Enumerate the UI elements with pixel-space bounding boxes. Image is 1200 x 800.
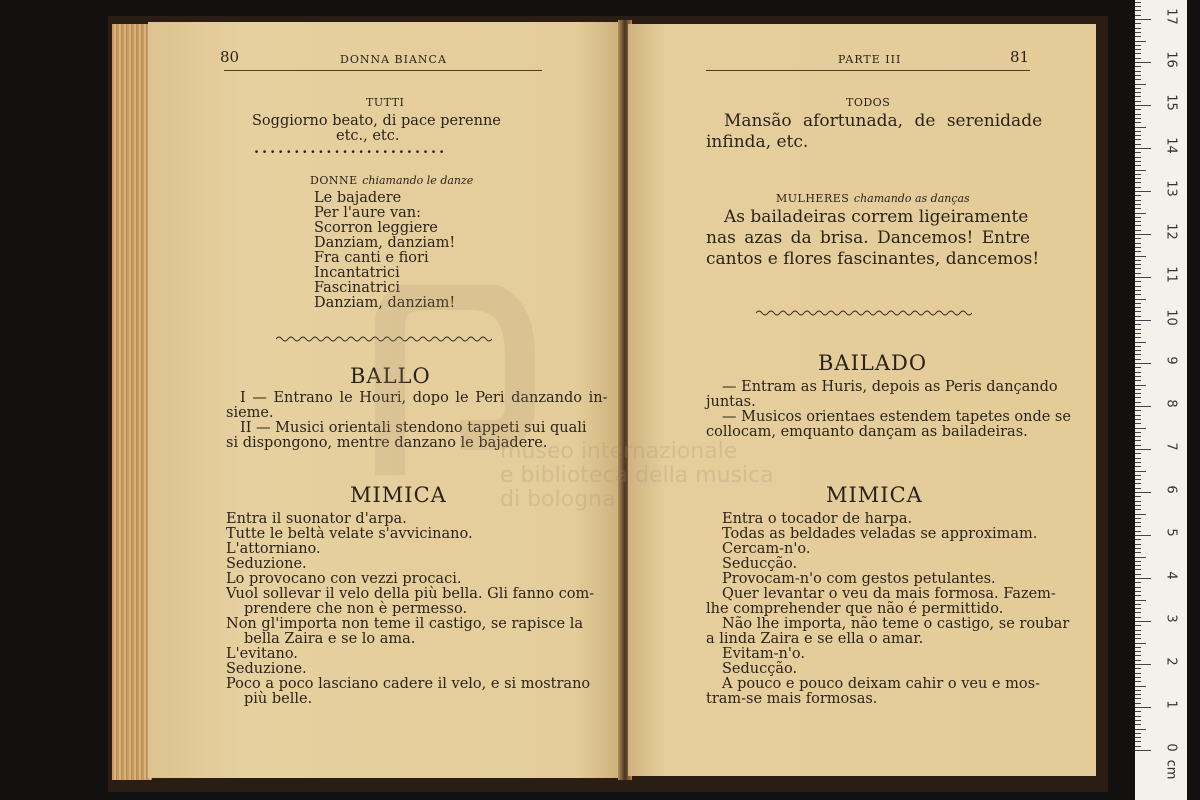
ruler-tick — [1135, 187, 1141, 188]
ruler-tick — [1135, 466, 1141, 467]
ruler-tick — [1135, 380, 1141, 381]
verse-line: Incantatrici — [314, 265, 400, 281]
ruler-tick — [1135, 385, 1146, 386]
ruler-tick — [1135, 6, 1141, 7]
ruler-tick — [1135, 509, 1141, 510]
ruler-tick — [1135, 496, 1141, 497]
tutti-line-1: Soggiorno beato, di pace perenne — [252, 113, 501, 129]
mulheres-direction: chamando as danças — [853, 192, 970, 205]
wavy-divider — [756, 308, 972, 318]
ruler-tick — [1135, 612, 1141, 613]
ruler-tick — [1135, 660, 1141, 661]
ruler-tick — [1135, 337, 1141, 338]
ruler-tick — [1135, 694, 1141, 695]
ruler-tick — [1135, 578, 1151, 579]
ruler-tick — [1135, 170, 1146, 171]
ruler-tick — [1135, 479, 1141, 480]
ruler-tick — [1135, 260, 1141, 261]
ruler-tick — [1135, 505, 1141, 506]
ruler-tick — [1135, 548, 1141, 549]
ruler-tick — [1135, 139, 1141, 140]
ruler-tick — [1135, 634, 1141, 635]
watermark-line: e biblioteca della musica — [500, 463, 774, 488]
mulheres-heading — [776, 191, 970, 206]
ruler-tick — [1135, 557, 1146, 558]
ruler-tick — [1135, 617, 1141, 618]
ruler-tick — [1135, 681, 1141, 682]
left-head-rule — [224, 70, 542, 71]
ruler-number: 9 — [1163, 356, 1179, 365]
ruler-tick — [1135, 75, 1141, 76]
ruler-label-unit: cm — [1163, 759, 1179, 780]
ruler-tick — [1135, 419, 1141, 420]
ruler-tick — [1135, 750, 1151, 751]
ruler-tick — [1135, 643, 1146, 644]
ruler-tick — [1135, 290, 1141, 291]
ruler-tick — [1135, 630, 1141, 631]
ruler-tick — [1135, 402, 1141, 403]
donne-heading — [310, 173, 473, 188]
ruler-tick — [1135, 561, 1141, 562]
ruler-number: 15 — [1163, 94, 1179, 111]
ruler-tick — [1135, 10, 1141, 11]
ruler-tick — [1135, 651, 1141, 652]
ruler-tick — [1135, 423, 1141, 424]
watermark-text — [500, 440, 774, 512]
ruler-number: 3 — [1163, 614, 1179, 623]
ruler-tick — [1135, 41, 1146, 42]
bailado-line: — Musicos orientaes estendem tapetes onde se — [722, 409, 1071, 425]
ruler-number: 4 — [1163, 571, 1179, 580]
ruler-tick — [1135, 621, 1151, 622]
ballo-line: sieme. — [226, 405, 274, 421]
ruler-tick — [1135, 49, 1141, 50]
mimica-line: Seducção. — [722, 556, 798, 572]
mimica-line: Seduzione. — [226, 661, 307, 677]
ruler-tick — [1135, 144, 1141, 145]
ruler-tick — [1135, 608, 1141, 609]
todos-line-1: Mansão afortunada, de serenidade — [724, 111, 1043, 131]
bailado-line: juntas. — [706, 394, 756, 410]
ruler-tick — [1135, 127, 1146, 128]
ruler-tick — [1135, 363, 1151, 364]
donne-direction: chiamando le danze — [362, 174, 474, 187]
ruler-number: 0 — [1163, 743, 1179, 752]
ruler-tick — [1135, 247, 1141, 248]
tutti-line-2: etc., etc. — [336, 128, 400, 144]
ruler-tick — [1135, 475, 1141, 476]
ruler-number: 10 — [1163, 309, 1179, 326]
ruler-number: 6 — [1163, 485, 1179, 494]
verse-line: Fra canti e fiori — [314, 250, 429, 266]
mimica-line: Poco a poco lasciano cadere il velo, e si mostrano — [226, 676, 591, 692]
ruler-tick — [1135, 703, 1141, 704]
ruler-tick — [1135, 135, 1141, 136]
mimica-heading-left: MIMICA — [350, 483, 447, 507]
verse-line: Per l'aure van: — [314, 205, 422, 221]
tutti-label: TUTTI — [366, 96, 405, 109]
mimica-line: L'attorniano. — [226, 541, 321, 557]
ruler-number: 8 — [1163, 399, 1179, 408]
ruler-tick — [1135, 195, 1141, 196]
ruler-number: 14 — [1163, 137, 1179, 154]
mimica-line: più belle. — [244, 691, 313, 707]
ruler-tick — [1135, 716, 1141, 717]
ruler-tick — [1135, 152, 1141, 153]
ruler-number: 2 — [1163, 657, 1179, 666]
ruler-tick — [1135, 62, 1151, 63]
verse-line: Danziam, danziam! — [314, 235, 456, 251]
ruler-tick — [1135, 122, 1141, 123]
ruler-tick — [1135, 539, 1141, 540]
mulheres-line: nas azas da brisa. Dancemos! Entre — [706, 228, 1031, 248]
watermark-line: museo internazionale — [500, 439, 738, 464]
ballo-line: I — Entrano le Houri, dopo le Peri danzando in- — [240, 390, 608, 406]
bailado-line: collocam, emquanto dançam as bailadeiras. — [706, 424, 1028, 440]
ruler-tick — [1135, 221, 1141, 222]
ruler-tick — [1135, 15, 1141, 16]
ruler-tick — [1135, 131, 1141, 132]
ruler-tick — [1135, 354, 1141, 355]
ruler-tick — [1135, 101, 1141, 102]
ruler-number: 17 — [1163, 8, 1179, 25]
mimica-line: prendere che non è permesso. — [244, 601, 468, 617]
verse-line: Fascinatrici — [314, 280, 401, 296]
ruler-tick — [1135, 625, 1141, 626]
ruler-tick — [1135, 741, 1141, 742]
ruler-tick — [1135, 462, 1141, 463]
ruler-tick — [1135, 329, 1141, 330]
ruler-tick — [1135, 79, 1141, 80]
ruler-number: 16 — [1163, 51, 1179, 68]
ruler-tick — [1135, 165, 1141, 166]
ruler-tick — [1135, 514, 1146, 515]
ruler-tick — [1135, 698, 1141, 699]
ruler-tick — [1135, 673, 1141, 674]
donne-label: DONNE — [310, 174, 358, 187]
mimica-line: Entra il suonator d'arpa. — [226, 511, 407, 527]
ruler-tick — [1135, 600, 1146, 601]
ruler-tick — [1135, 471, 1146, 472]
ruler-tick — [1135, 389, 1141, 390]
verse-line: Le bajadere — [314, 190, 402, 206]
mimica-line: tram-se mais formosas. — [706, 691, 878, 707]
ruler-tick — [1135, 458, 1141, 459]
ruler-tick — [1135, 256, 1146, 257]
ruler-tick — [1135, 294, 1141, 295]
ballo-line: II — Musici orientali stendono tappeti sui quali — [240, 420, 587, 436]
ruler-tick — [1135, 333, 1141, 334]
ruler-tick — [1135, 453, 1141, 454]
ruler-tick — [1135, 587, 1141, 588]
ruler-tick — [1135, 264, 1141, 265]
page-edges — [112, 24, 152, 780]
ruler-number: 7 — [1163, 442, 1179, 451]
ruler-tick — [1135, 32, 1141, 33]
ruler-tick — [1135, 281, 1141, 282]
ruler-tick — [1135, 746, 1141, 747]
ruler-tick — [1135, 393, 1141, 394]
ruler-tick — [1135, 552, 1141, 553]
ruler-tick — [1135, 522, 1141, 523]
ruler-tick — [1135, 526, 1141, 527]
ruler-tick — [1135, 428, 1146, 429]
ruler-tick — [1135, 92, 1141, 93]
ruler-tick — [1135, 23, 1141, 24]
ruler-tick — [1135, 182, 1141, 183]
ruler-tick — [1135, 251, 1141, 252]
ruler-tick — [1135, 544, 1141, 545]
ruler-tick — [1135, 268, 1141, 269]
mimica-line: Todas as beldades veladas se approximam. — [722, 526, 1038, 542]
ruler-tick — [1135, 204, 1141, 205]
mimica-line: a linda Zaira e se ella o amar. — [706, 631, 924, 647]
ruler-tick — [1135, 565, 1141, 566]
mimica-line: lhe comprehender que não é permittido. — [706, 601, 1004, 617]
ruler-tick — [1135, 234, 1151, 235]
todos-line-2: infinda, etc. — [706, 132, 809, 152]
ruler-tick — [1135, 720, 1141, 721]
ruler-tick — [1135, 28, 1141, 29]
ruler-tick — [1135, 707, 1151, 708]
ruler-tick — [1135, 664, 1151, 665]
bailado-line: — Entram as Huris, depois as Peris dançando — [722, 379, 1058, 395]
ruler-tick — [1135, 591, 1141, 592]
ruler-tick — [1135, 346, 1141, 347]
ruler-tick — [1135, 647, 1141, 648]
ruler-tick — [1135, 410, 1141, 411]
right-page-number: 81 — [1010, 48, 1030, 66]
mimica-line: Lo provocano con vezzi procaci. — [226, 571, 462, 587]
ruler-tick — [1135, 604, 1141, 605]
ruler-tick — [1135, 178, 1141, 179]
ruler-tick — [1135, 483, 1141, 484]
verse-line: Scorron leggiere — [314, 220, 438, 236]
mimica-line: Seduzione. — [226, 556, 307, 572]
ruler-number: 11 — [1163, 266, 1179, 283]
ruler-tick — [1135, 191, 1151, 192]
mimica-line: Entra o tocador de harpa. — [722, 511, 913, 527]
mulheres-line: As bailadeiras correm ligeiramente — [724, 207, 1029, 227]
ruler-tick — [1135, 213, 1146, 214]
ruler-tick — [1135, 36, 1141, 37]
right-head-rule — [706, 70, 1030, 71]
right-page — [628, 24, 1096, 776]
ruler-tick — [1135, 230, 1141, 231]
ruler-number: 13 — [1163, 180, 1179, 197]
bailado-heading: BAILADO — [818, 351, 928, 375]
ruler-tick — [1135, 350, 1141, 351]
ruler-tick — [1135, 415, 1141, 416]
ruler-tick — [1135, 535, 1151, 536]
ruler-tick — [1135, 45, 1141, 46]
ruler-tick — [1135, 66, 1141, 67]
ruler-tick — [1135, 488, 1141, 489]
mimica-line: Tutte le beltà velate s'avvicinano. — [226, 526, 473, 542]
todos-label: TODOS — [846, 96, 891, 109]
ruler-tick — [1135, 449, 1151, 450]
mimica-line: Quer levantar o veu da mais formosa. Fazem- — [722, 586, 1056, 602]
ruler-tick — [1135, 114, 1141, 115]
left-running-head: DONNA BIANCA — [340, 53, 447, 66]
ruler-tick — [1135, 531, 1141, 532]
measuring-ruler — [1135, 0, 1187, 800]
ruler-tick — [1135, 307, 1141, 308]
ruler-tick — [1135, 238, 1141, 239]
ruler-tick — [1135, 324, 1141, 325]
ruler-tick — [1135, 711, 1141, 712]
ruler-tick — [1135, 58, 1141, 59]
ruler-tick — [1135, 690, 1141, 691]
ruler-tick — [1135, 737, 1141, 738]
ruler-tick — [1135, 655, 1141, 656]
ruler-tick — [1135, 225, 1141, 226]
mimica-heading-right: MIMICA — [826, 483, 923, 507]
ruler-tick — [1135, 2, 1141, 3]
ruler-tick — [1135, 311, 1141, 312]
left-page-number: 80 — [220, 48, 240, 66]
ballo-line: si dispongono, mentre danzano le bajadere. — [226, 435, 548, 451]
ruler-tick — [1135, 105, 1151, 106]
ruler-tick — [1135, 367, 1141, 368]
ruler-number: 12 — [1163, 223, 1179, 240]
ruler-tick — [1135, 19, 1151, 20]
ruler-number: 5 — [1163, 528, 1179, 537]
ruler-tick — [1135, 569, 1141, 570]
right-running-head: PARTE III — [838, 53, 902, 66]
ruler-tick — [1135, 299, 1146, 300]
dotted-separator: ........................ — [254, 140, 448, 157]
ruler-tick — [1135, 359, 1141, 360]
ruler-tick — [1135, 84, 1146, 85]
ruler-tick — [1135, 376, 1141, 377]
ruler-tick — [1135, 320, 1151, 321]
mimica-line: Non gl'importa non teme il castigo, se rapisce la — [226, 616, 583, 632]
ruler-tick — [1135, 686, 1146, 687]
mimica-line: Cercam-n'o. — [722, 541, 811, 557]
ruler-number: 1 — [1163, 700, 1179, 709]
ruler-tick — [1135, 53, 1141, 54]
ruler-tick — [1135, 574, 1141, 575]
mimica-line: A pouco e pouco deixam cahir o veu e mos- — [722, 676, 1040, 692]
mimica-line: Evitam-n'o. — [722, 646, 805, 662]
ruler-tick — [1135, 724, 1141, 725]
ruler-tick — [1135, 733, 1141, 734]
ruler-tick — [1135, 372, 1141, 373]
ruler-tick — [1135, 501, 1141, 502]
verse-line: Danziam, danziam! — [314, 295, 456, 311]
ruler-tick — [1135, 518, 1141, 519]
ruler-tick — [1135, 286, 1141, 287]
ruler-tick — [1135, 445, 1141, 446]
ruler-tick — [1135, 729, 1146, 730]
ruler-tick — [1135, 217, 1141, 218]
ruler-tick — [1135, 342, 1146, 343]
ruler-tick — [1135, 109, 1141, 110]
ruler-tick — [1135, 668, 1141, 669]
ruler-tick — [1135, 277, 1151, 278]
mulheres-line: cantos e flores fascinantes, dancemos! — [706, 249, 1040, 269]
ruler-tick — [1135, 303, 1141, 304]
mimica-line: Não lhe importa, não teme o castigo, se roubar — [722, 616, 1070, 632]
ruler-tick — [1135, 436, 1141, 437]
watermark-line: di bologna — [500, 487, 616, 512]
ruler-tick — [1135, 273, 1141, 274]
mimica-line: Seducção. — [722, 661, 798, 677]
ruler-tick — [1135, 432, 1141, 433]
ruler-tick — [1135, 638, 1141, 639]
ruler-tick — [1135, 174, 1141, 175]
ruler-tick — [1135, 200, 1141, 201]
ruler-tick — [1135, 96, 1141, 97]
ruler-tick — [1135, 440, 1141, 441]
ruler-tick — [1135, 118, 1141, 119]
mulheres-label: MULHERES — [776, 192, 850, 205]
ruler-tick — [1135, 148, 1151, 149]
ruler-tick — [1135, 316, 1141, 317]
ruler-tick — [1135, 161, 1141, 162]
ruler-tick — [1135, 88, 1141, 89]
mimica-line: L'evitano. — [226, 646, 298, 662]
ballo-heading: BALLO — [350, 364, 431, 388]
ruler-tick — [1135, 71, 1141, 72]
ruler-tick — [1135, 397, 1141, 398]
ruler-tick — [1135, 582, 1141, 583]
ruler-tick — [1135, 157, 1141, 158]
mimica-line: bella Zaira e se lo ama. — [244, 631, 416, 647]
mimica-line: Provocam-n'o com gestos petulantes. — [722, 571, 996, 587]
ruler-tick — [1135, 492, 1151, 493]
ruler-tick — [1135, 677, 1141, 678]
ruler-tick — [1135, 406, 1151, 407]
ruler-tick — [1135, 595, 1141, 596]
ruler-tick — [1135, 243, 1141, 244]
mimica-line: Vuol sollevar il velo della più bella. Gli fanno com- — [226, 586, 595, 602]
ruler-tick — [1135, 208, 1141, 209]
